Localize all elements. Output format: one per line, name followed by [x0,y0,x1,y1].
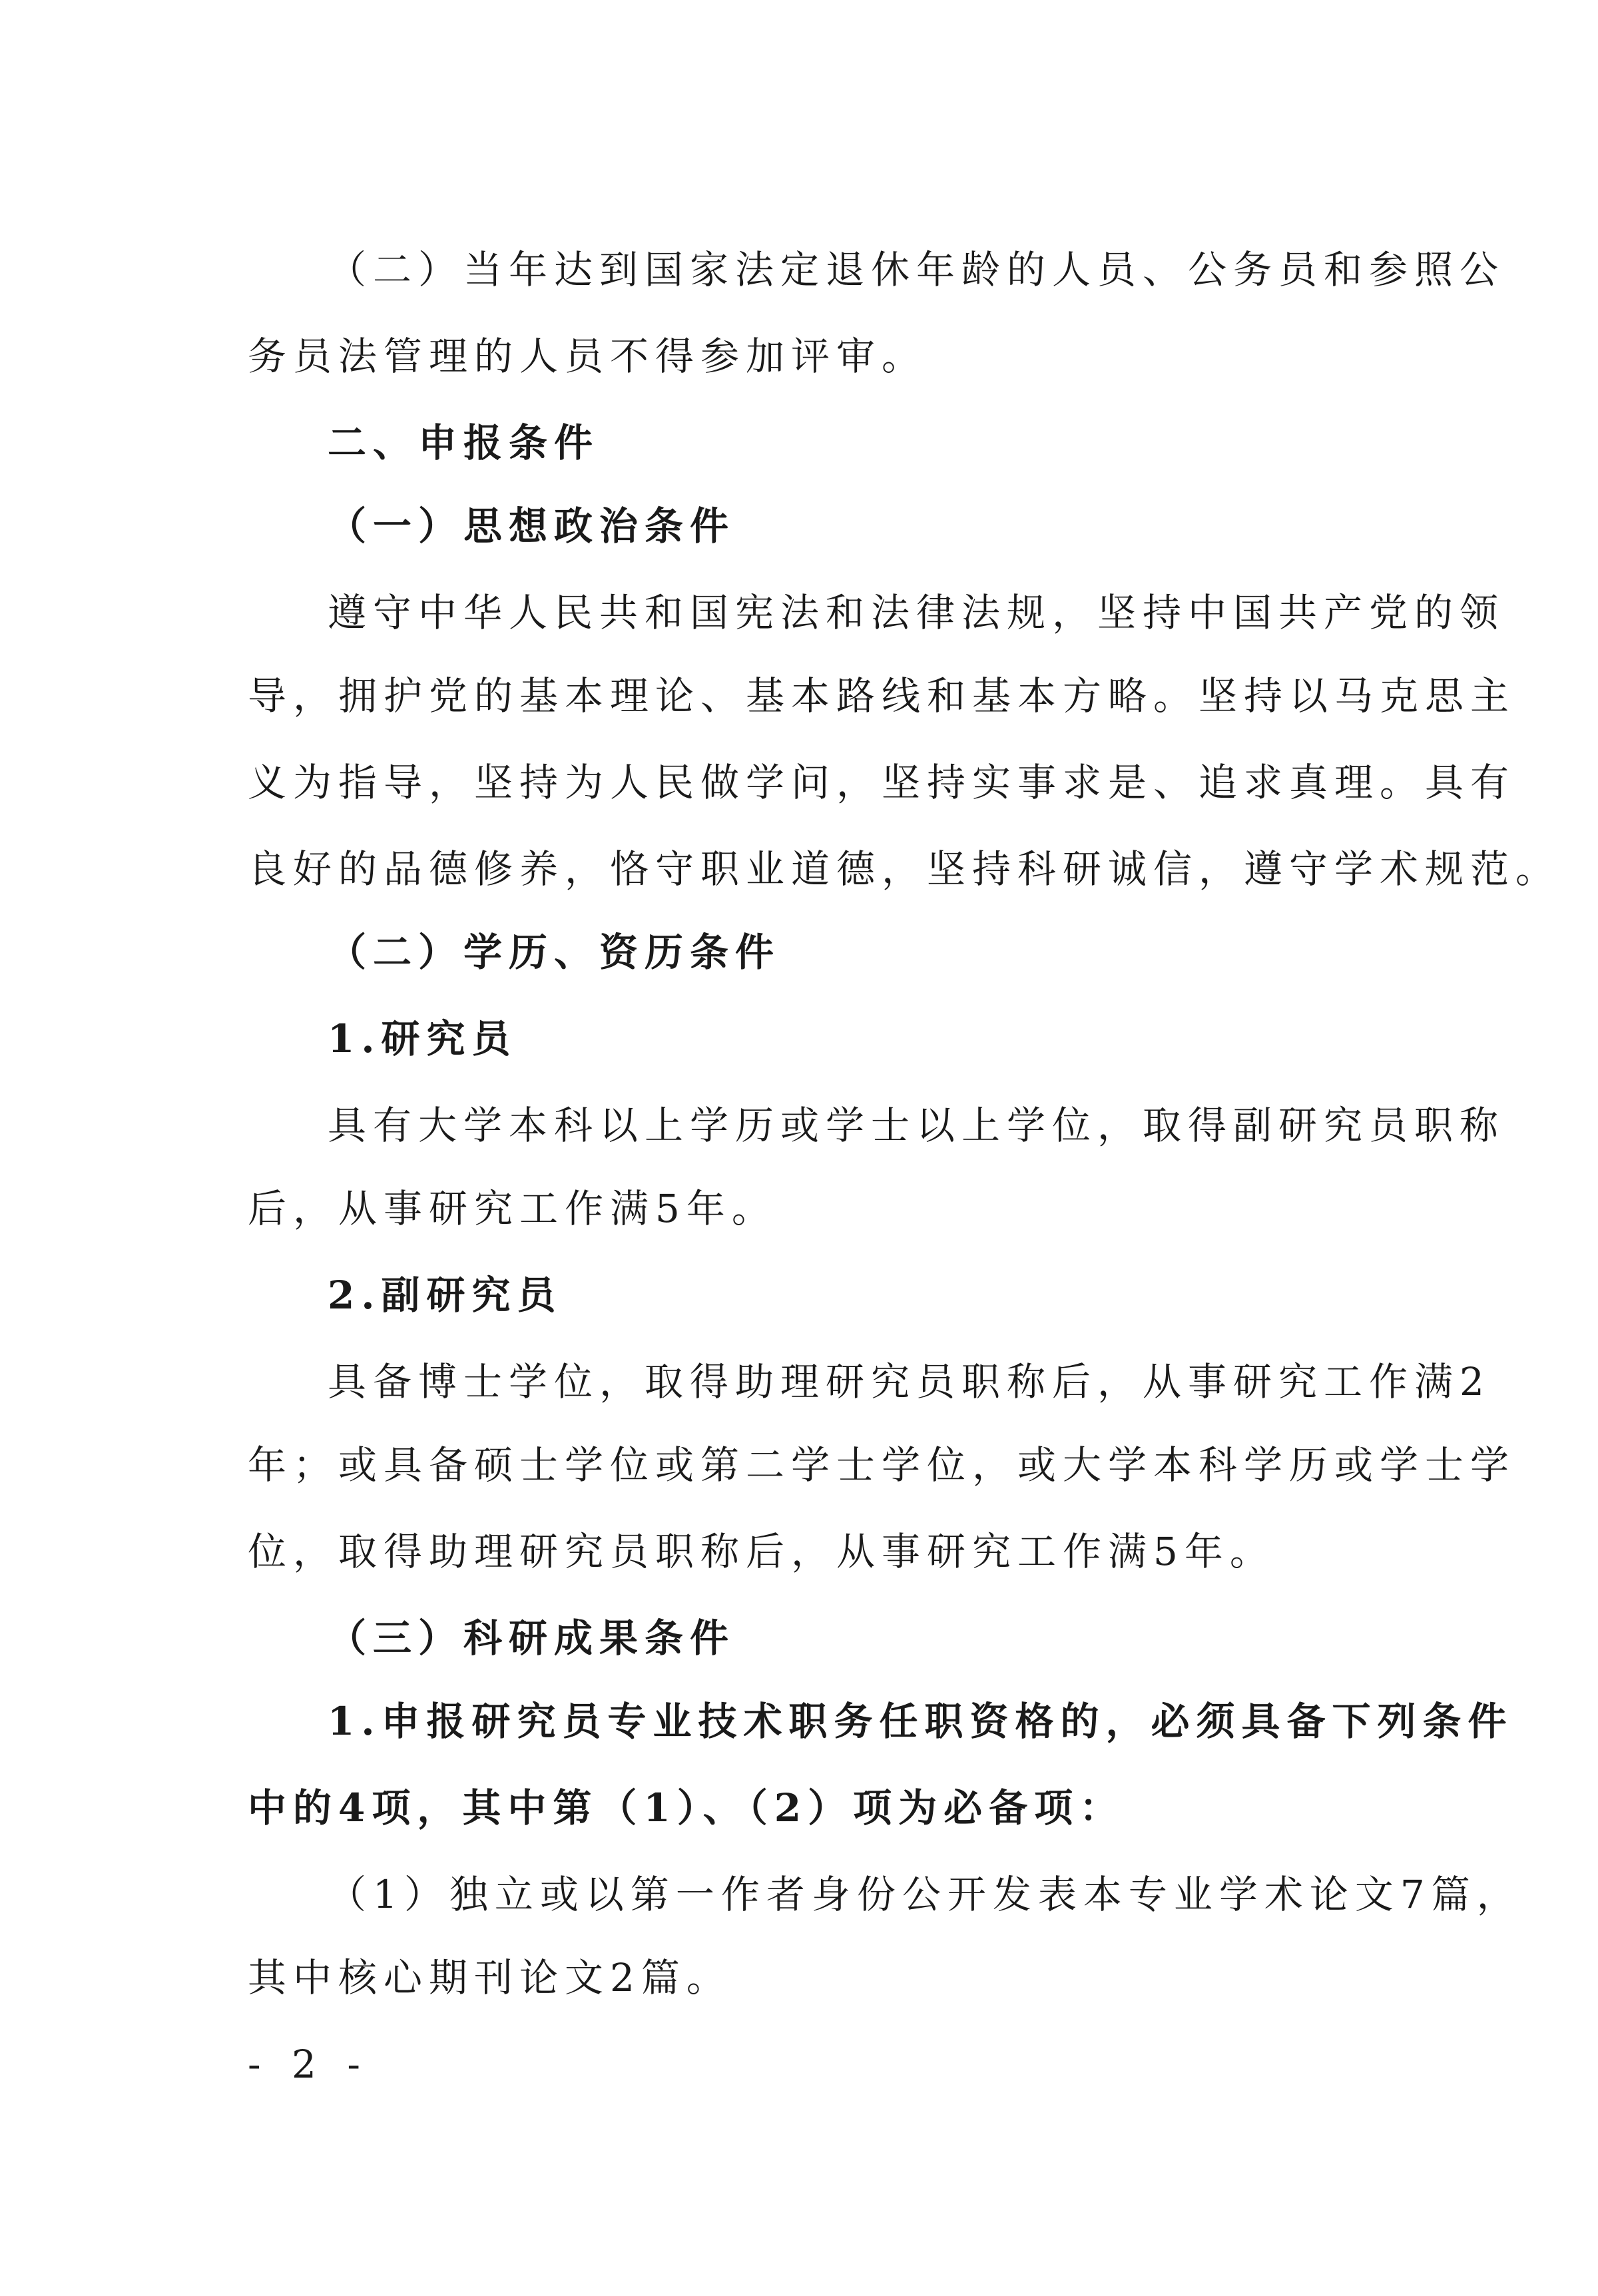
paragraph-line: （1）独立或以第一作者身份公开发表本专业学术论文7篇， [328,1872,1522,1917]
paragraph-line: 具有大学本科以上学历或学士以上学位，取得副研究员职称 [328,1103,1505,1148]
section-heading: 二、申报条件 [328,420,600,465]
subsection-heading: （二）学历、资历条件 [328,930,781,975]
item-heading: 2.副研究员 [328,1273,563,1318]
paragraph-line: 位，取得助理研究员职称后，从事研究工作满5年。 [248,1529,1275,1574]
paragraph-line: 具备博士学位，取得助理研究员职称后，从事研究工作满2 [328,1359,1491,1404]
item-heading: 1.研究员 [328,1016,517,1061]
paragraph-line: 义为指导，坚持为人民做学问，坚持实事求是、追求真理。具有 [248,760,1516,805]
paragraph-line: 年；或具备硕士学位或第二学士学位，或大学本科学历或学士学 [248,1442,1516,1488]
paragraph-line: 其中核心期刊论文2篇。 [248,1955,732,2000]
paragraph-line: 后，从事研究工作满5年。 [248,1186,777,1231]
subsection-heading: （一）思想政治条件 [328,503,736,549]
page-number: - 2 - [248,2042,370,2087]
paragraph-line: （二）当年达到国家法定退休年龄的人员、公务员和参照公 [328,247,1505,292]
paragraph-line: 良好的品德修养，恪守职业道德，坚持科研诚信，遵守学术规范。 [248,846,1561,892]
paragraph-line: 导，拥护党的基本理论、基本路线和基本方略。坚持以马克思主 [248,673,1516,718]
paragraph-line: 务员法管理的人员不得参加评审。 [248,334,928,379]
paragraph-line: 遵守中华人民共和国宪法和法律法规，坚持中国共产党的领 [328,590,1505,635]
subsection-heading: （三）科研成果条件 [328,1615,736,1661]
paragraph-line-bold: 1.申报研究员专业技术职务任职资格的，必须具备下列条件 [328,1699,1513,1744]
paragraph-line-bold: 中的4项，其中第（1）、（2）项为必备项： [248,1785,1125,1831]
